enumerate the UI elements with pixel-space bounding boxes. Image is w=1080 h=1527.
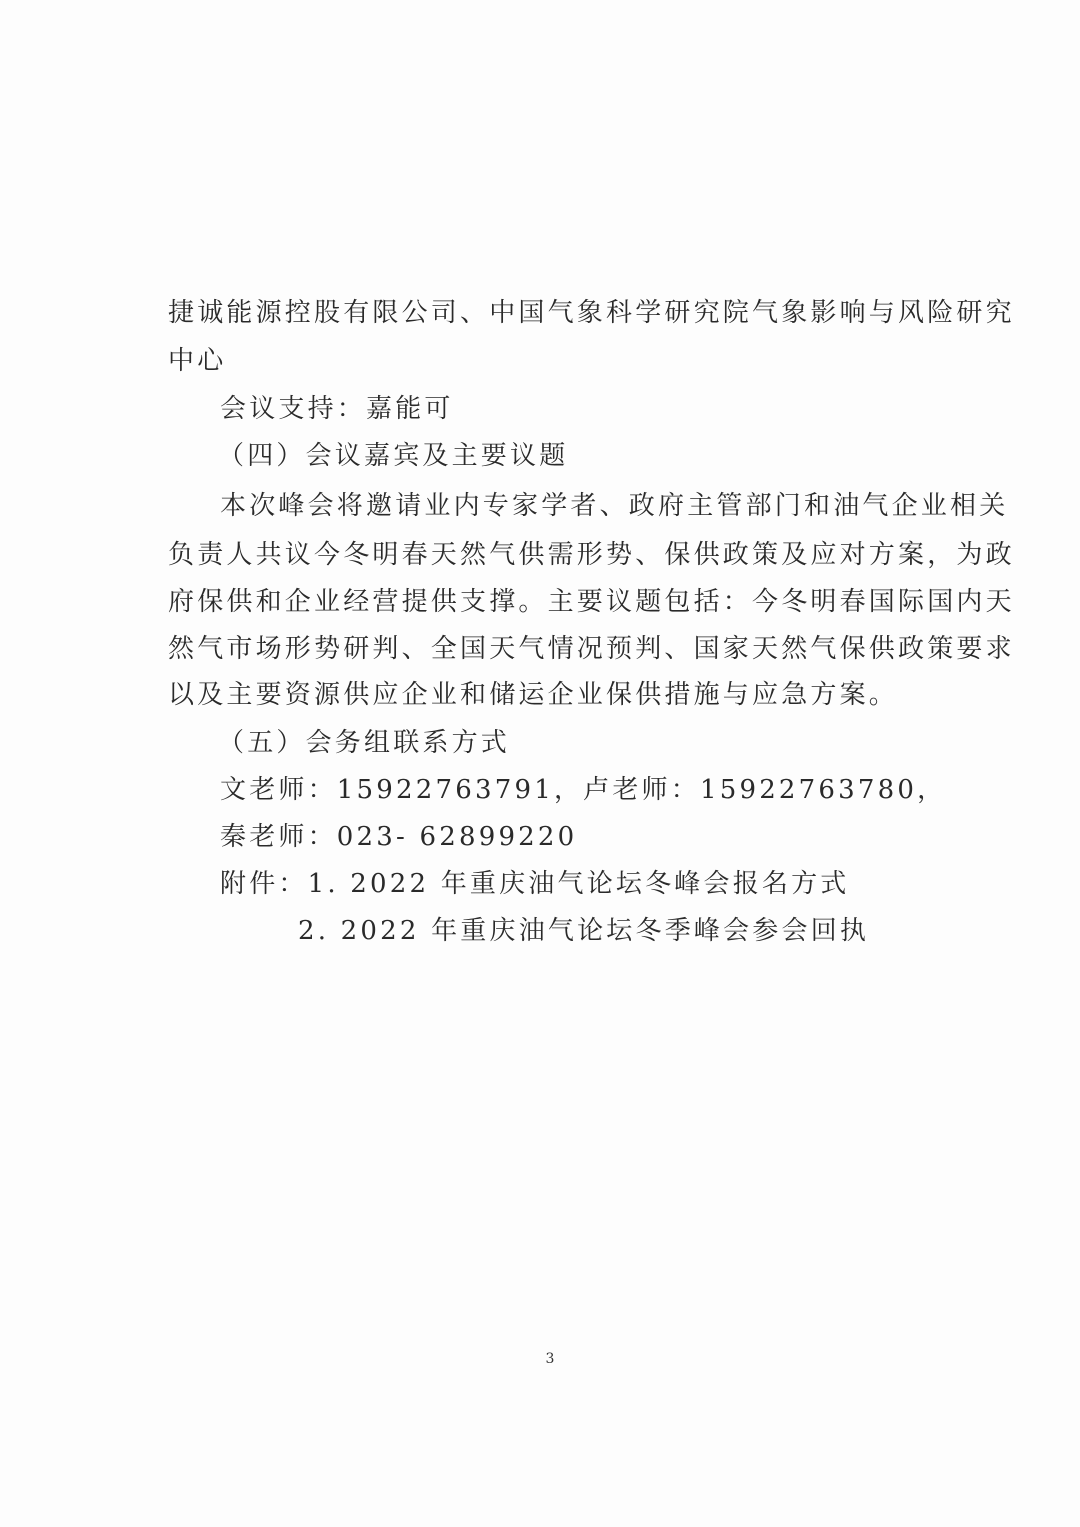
- section-4-body-line-4: 然气市场形势研判、全国天气情况预判、国家天然气保供政策要求: [168, 634, 1015, 664]
- attachment-item-1: 附件：1. 2022 年重庆油气论坛冬峰会报名方式: [220, 869, 850, 899]
- section-4-body-line-5: 以及主要资源供应企业和储运企业保供措施与应急方案。: [168, 680, 899, 710]
- contact-line-1: 文老师：15922763791，卢老师：15922763780，: [220, 775, 947, 805]
- attachment-item-2: 2. 2022 年重庆油气论坛冬季峰会参会回执: [298, 916, 870, 946]
- organizers-continuation-line-1: 捷诚能源控股有限公司、中国气象科学研究院气象影响与风险研究: [168, 298, 1015, 328]
- page-number: 3: [545, 1351, 555, 1367]
- section-4-body-line-3: 府保供和企业经营提供支撑。主要议题包括：今冬明春国际国内天: [168, 587, 1015, 617]
- section-4-heading: （四）会议嘉宾及主要议题: [218, 441, 569, 471]
- contact-line-2: 秦老师：023- 62899220: [220, 822, 578, 852]
- section-4-body-line-1: 本次峰会将邀请业内专家学者、政府主管部门和油气企业相关: [220, 491, 1009, 521]
- organizers-continuation-line-2: 中心: [168, 346, 227, 376]
- meeting-support: 会议支持：嘉能可: [220, 394, 454, 424]
- section-5-heading: （五）会务组联系方式: [218, 728, 511, 758]
- section-4-body-line-2: 负责人共议今冬明春天然气供需形势、保供政策及应对方案，为政: [168, 540, 1015, 570]
